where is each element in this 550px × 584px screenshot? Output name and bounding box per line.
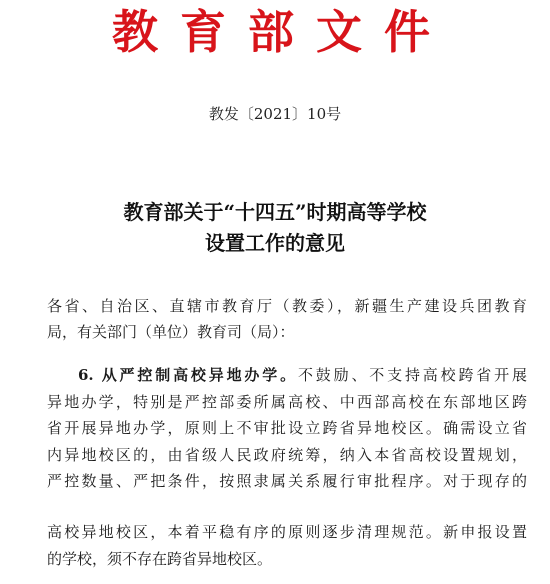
paragraph-6-heading: 6. 从严控制高校异地办学。	[78, 366, 298, 384]
paragraph-continuation-line-1: 高校异地校区，本着平稳有序的原则逐步清理规范。新申报设置	[47, 523, 527, 541]
paragraph-6-line-1-text: 不鼓励、不支持高校跨省开展	[297, 366, 527, 384]
addressee-line-1: 各省、自治区、直辖市教育厅（教委），新疆生产建设兵团教育	[47, 297, 527, 315]
paragraph-6-line-4: 内异地校区的，由省级人民政府统筹，纳入本省高校设置规划，	[47, 445, 527, 464]
addressee	[47, 293, 527, 345]
title-line-1: 教育部关于“十四五”时期高等学校	[123, 200, 427, 224]
paragraph-6-line-2: 异地办学，特别是严控部委所属高校、中西部高校在东部地区跨	[47, 392, 527, 411]
document-title	[0, 197, 550, 259]
document-number: 教发〔2021〕10号	[208, 105, 342, 123]
paragraph-6	[47, 362, 527, 495]
paragraph-continuation	[47, 519, 527, 572]
paragraph-6-line-1	[47, 362, 527, 389]
paragraph-6-line-5: 严控数量、严把条件，按照隶属关系履行审批程序。对于现存的	[47, 472, 527, 490]
addressee-line-2: 局，有关部门（单位）教育司（局）：	[47, 323, 295, 341]
issuer-header: 教育部文件	[112, 5, 452, 59]
paragraph-6-line-3: 省开展异地办学，原则上不审批设立跨省异地校区。确需设立省	[47, 419, 527, 437]
paragraph-continuation-line-2: 的学校，须不存在跨省异地校区。	[47, 549, 273, 568]
title-line-2: 设置工作的意见	[205, 231, 345, 255]
